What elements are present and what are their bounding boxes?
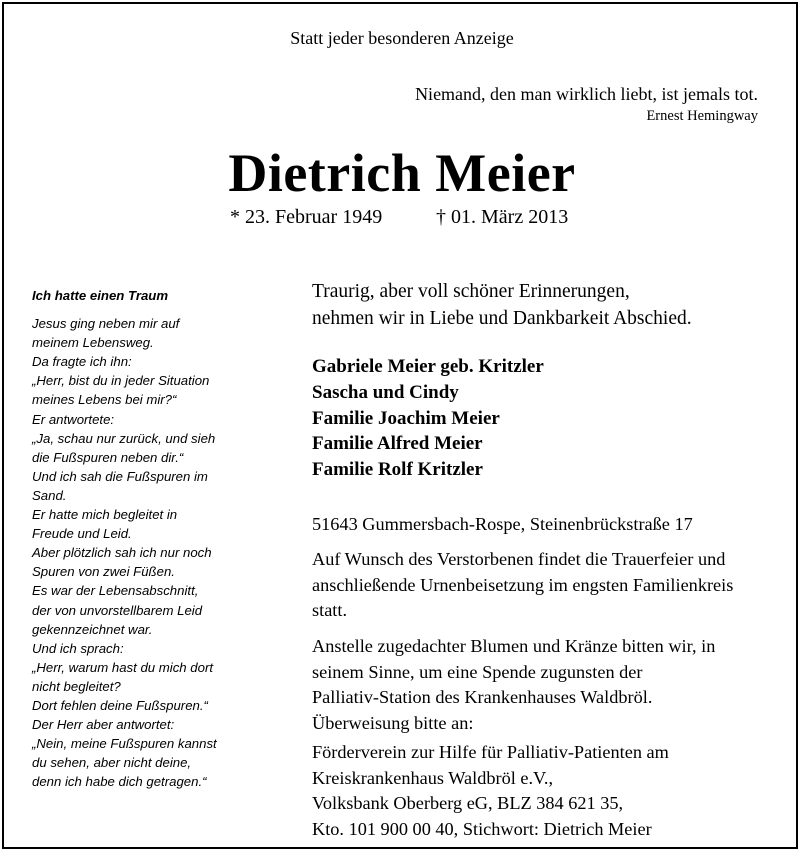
poem-line: „Herr, warum hast du mich dort <box>32 659 214 675</box>
poem-line: der von unvorstellbarem Leid <box>32 602 203 618</box>
poem-line: „Herr, bist du in jeder Situation <box>32 373 210 389</box>
intro-line: Traurig, aber voll schöner Erinnerungen, <box>312 281 630 302</box>
intro-line: nehmen wir in Liebe und Dankbarkeit Abschied. <box>312 308 692 329</box>
bank-line: Volksbank Oberberg eG, BLZ 384 621 35, <box>312 793 624 813</box>
poem-line: Und ich sah die Fußspuren im <box>32 468 208 484</box>
poem-line: Jesus ging neben mir auf <box>32 316 180 332</box>
poem-line: Sand. <box>32 487 67 503</box>
poem-line: Der Herr aber antwortet: <box>32 717 175 733</box>
poem-line: die Fußspuren neben dir.“ <box>32 449 184 465</box>
mourners-list <box>312 354 782 483</box>
address-line: 51643 Gummersbach-Rospe, Steinenbrückstraße 17 <box>312 514 693 534</box>
funeral-notice <box>312 547 782 624</box>
donation-line: Anstelle zugedachter Blumen und Kränze bitten wir, in <box>312 636 716 656</box>
donation-line: Palliativ-Station des Krankenhauses Waldbröl. <box>312 687 653 707</box>
deceased-name: Dietrich Meier <box>228 143 576 203</box>
poem-line: du sehen, aber nicht deine, <box>32 755 192 771</box>
donation-line: seinem Sinne, um eine Spende zugunsten der <box>312 661 643 682</box>
poem-line: Dort fehlen deine Fußspuren.“ <box>32 697 208 713</box>
bank-details <box>312 740 782 842</box>
poem-line: Er antwortete: <box>32 411 115 427</box>
donation-line: Überweisung bitte an: <box>312 712 474 733</box>
poem-line: Er hatte mich begleitet in <box>32 507 178 523</box>
poem-line: Es war der Lebensabschnitt, <box>32 583 199 599</box>
poem-line: Und ich sprach: <box>32 640 124 656</box>
donation-request <box>312 634 782 736</box>
bank-line: Kto. 101 900 00 40, Stichwort: Dietrich Meier <box>312 818 652 839</box>
mourner-name: Familie Alfred Meier <box>312 433 483 455</box>
poem-line: gekennzeichnet war. <box>32 621 153 637</box>
bank-line: Förderverein zur Hilfe für Palliativ-Patienten am <box>312 742 669 762</box>
quote-author: Ernest Hemingway <box>646 108 758 124</box>
poem-line: Freude und Leid. <box>32 526 132 542</box>
poem-line: denn ich habe dich getragen.“ <box>32 774 207 790</box>
poem-line: Da fragte ich ihn: <box>32 354 132 370</box>
poem-line: meinem Lebensweg. <box>32 335 154 351</box>
obituary-notice <box>2 2 798 849</box>
funeral-notice-line: statt. <box>312 600 348 620</box>
poem-line: „Ja, schau nur zurück, und sieh <box>32 430 216 446</box>
mourner-name: Sascha und Cindy <box>312 381 459 403</box>
mourner-name: Gabriele Meier geb. Kritzler <box>312 356 544 377</box>
mourner-name: Familie Rolf Kritzler <box>312 459 483 481</box>
poem-line: „Nein, meine Fußspuren kannst <box>32 736 217 752</box>
bank-line: Kreiskrankenhaus Waldbröl e.V., <box>312 767 554 788</box>
poem-line: meines Lebens bei mir?“ <box>32 392 177 408</box>
funeral-notice-line: Auf Wunsch des Verstorbenen findet die Trauerfeier und <box>312 549 726 569</box>
poem-line: Aber plötzlich sah ich nur noch <box>32 545 212 561</box>
death-date: † 01. März 2013 <box>436 206 569 228</box>
mourner-name: Familie Joachim Meier <box>312 407 500 429</box>
announcement-line: Statt jeder besonderen Anzeige <box>290 28 514 48</box>
poem-line: nicht begleitet? <box>32 678 121 694</box>
family-address <box>312 512 782 538</box>
poem-title: Ich hatte einen Traum <box>32 288 169 303</box>
poem-line: Spuren von zwei Füßen. <box>32 564 175 580</box>
quote-text: Niemand, den man wirklich liebt, ist jemals tot. <box>415 84 758 104</box>
farewell-intro <box>312 278 782 332</box>
poem <box>32 286 272 791</box>
funeral-notice-line: anschließende Urnenbeisetzung im engsten Familienkreis <box>312 574 734 595</box>
birth-date: * 23. Februar 1949 <box>230 206 383 228</box>
